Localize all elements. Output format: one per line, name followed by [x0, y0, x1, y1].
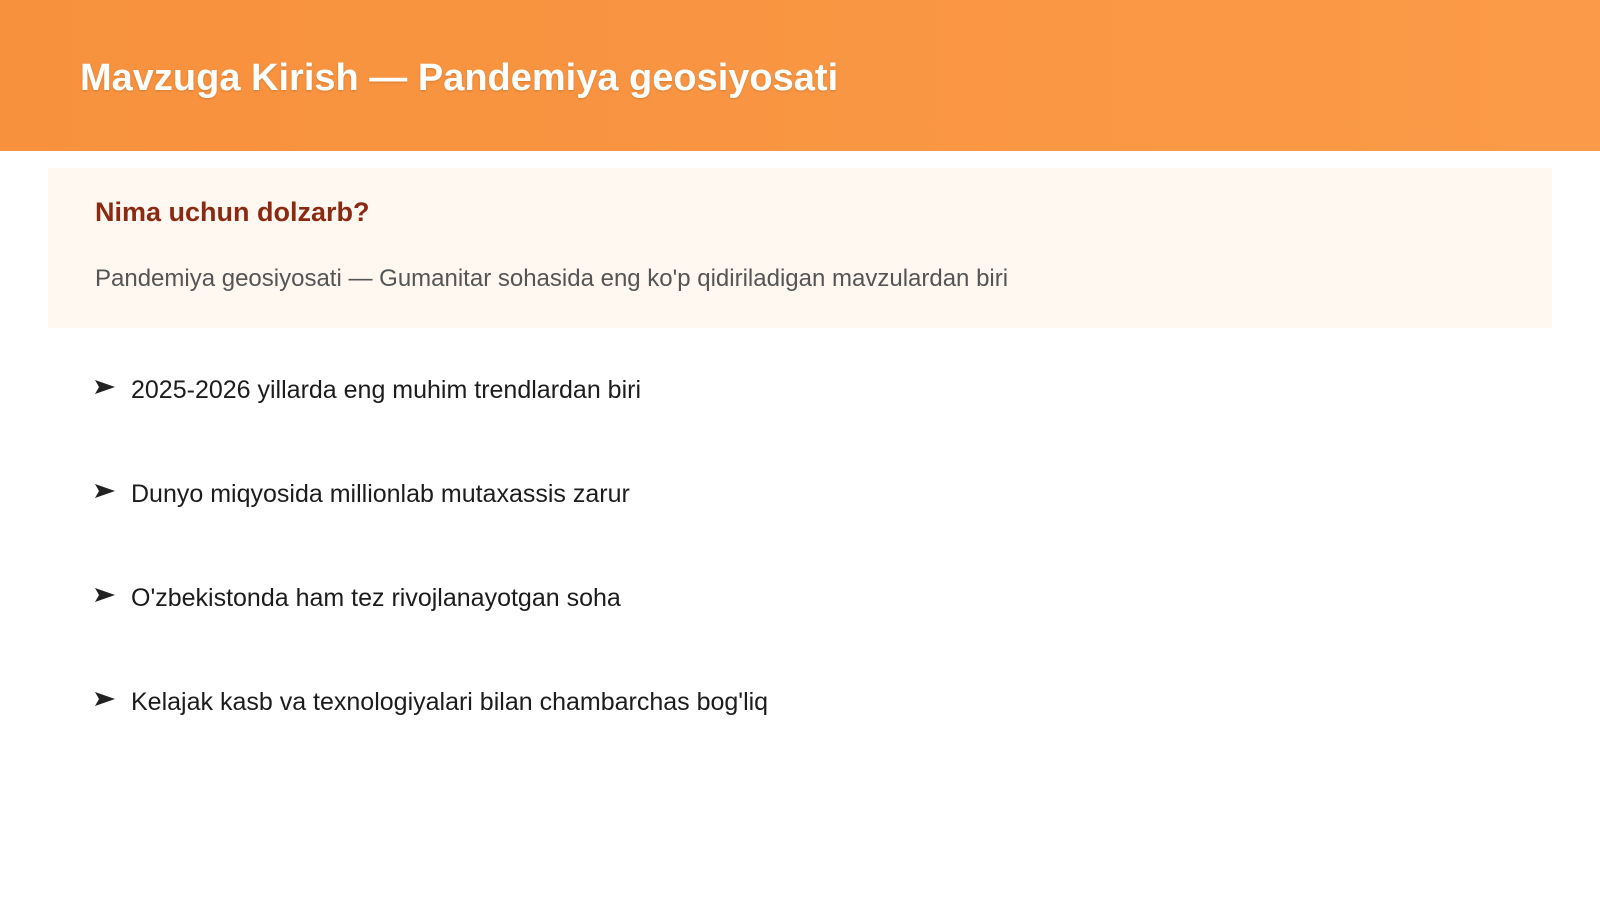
callout-box: [48, 168, 1552, 328]
bullet-text: O'zbekistonda ham tez rivojlanayotgan soha: [131, 584, 621, 612]
bullet-list: [95, 370, 768, 786]
triangle-right-icon: [95, 484, 117, 498]
slide-header: [0, 0, 1600, 151]
slide-title: Mavzuga Kirish — Pandemiya geosiyosati: [80, 57, 839, 99]
list-item: [95, 370, 768, 474]
callout-text: Pandemiya geosiyosati — Gumanitar sohasida eng ko'p qidiriladigan mavzulardan biri: [95, 265, 1009, 292]
bullet-text: 2025-2026 yillarda eng muhim trendlardan biri: [131, 376, 642, 404]
bullet-text: Kelajak kasb va texnologiyalari bilan chambarchas bog'liq: [131, 688, 769, 716]
list-item: [95, 682, 768, 786]
bullet-text: Dunyo miqyosida millionlab mutaxassis zarur: [131, 480, 630, 508]
callout-heading: Nima uchun dolzarb?: [95, 197, 370, 227]
list-item: [95, 578, 768, 682]
list-item: [95, 474, 768, 578]
triangle-right-icon: [95, 588, 117, 602]
triangle-right-icon: [95, 380, 117, 394]
triangle-right-icon: [95, 692, 117, 706]
